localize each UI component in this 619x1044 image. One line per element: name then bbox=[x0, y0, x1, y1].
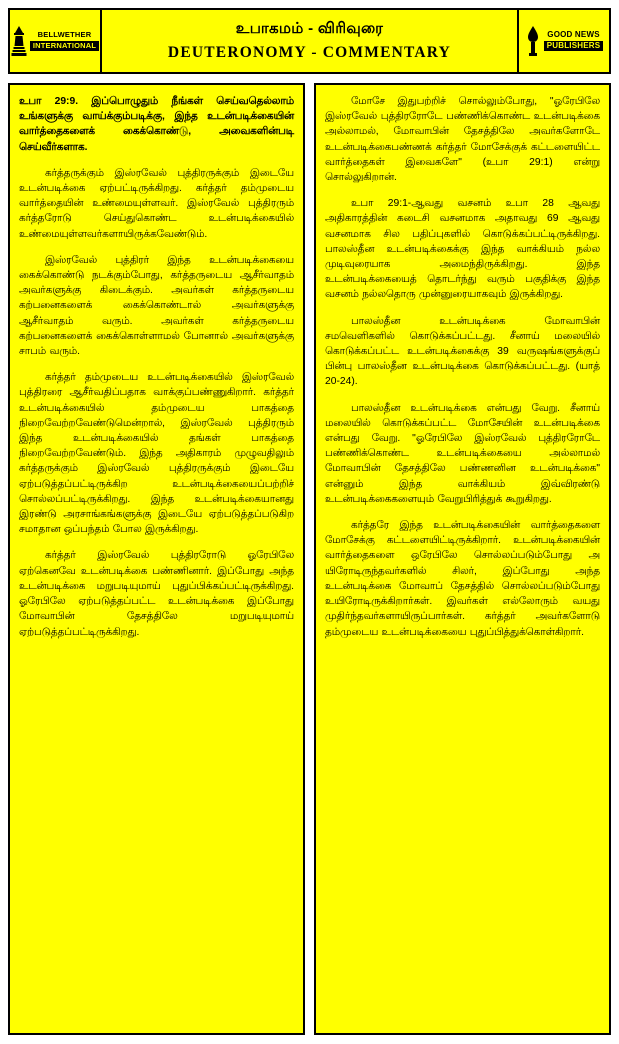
title-tamil: உபாகமம் - விரிவுரை bbox=[235, 20, 384, 37]
paragraph: பாலஸ்தீன உடன்படிக்கை மோவாபின் சமவெளிகளில் கொடுக்கப்பட்டது. சீனாய் மலையில் கொடுக்கப்பட்ட உடன்படிக்கைக்கு 39 வருஷங்களுக்குப் பின்பு பாலஸ்தீன உடன்படிக்கை கொடுக்கப்பட்டது. (யாத் 20-24). bbox=[325, 315, 600, 388]
paragraph: கர்த்தர் இஸ்ரவேல் புத்திரரோடு ஓரேபிலே ஏற்கெனவே உடன்படிக்கை பண்ணினார். இப்போது அந்த உடன்படிக்கை மறுபடியுமாய் புதுப்பிக்கப்பட்டிருக்கிறது. ஓரேபிலே ஏற்படுத்தப்பட்ட உடன்படிக்கை இப்போது மோவாபின் தேசத்திலே மறுபடியுமாய் ஏற்படுத்தப்பட்டிருக்கிறது. bbox=[19, 550, 294, 638]
title-english: DEUTERONOMY - COMMENTARY bbox=[167, 44, 452, 61]
paragraph: கர்த்தருக்கும் இஸ்ரவேல் புத்திரருக்கும் இடையே உடன்படிக்கை ஏற்பட்டிருக்கிறது. கர்த்தர் தம்முடைய வார்த்தையின் உண்மையுள்ளவர். இஸ்ரவேல் புத்திரரும் கர்த்தரோடு செய்துகொண்ட உடன்படிக்கையில் உண்மையுள்ளவர்களாயிருக்கவேண்டும். bbox=[19, 167, 294, 240]
bellwether-international-logo bbox=[10, 10, 102, 72]
paragraph: உபா 29:1-ஆவது வசனம் உபா 28 ஆவது அதிகாரத்தின் கடைசி வசனமாக அதாவது 69 ஆவது வசனமாக சில பதிப்புகளில் கொடுக்கப்பட்டிருக்கிறது. பாலஸ்தீன உடன்படிக்கைக்கு இந்த வாக்கியம் நல்ல முடிவுரையாக அமைந்திருக்கிறது. இந்த உடன்படிக்கையைத் தொடர்ந்து வரும் பகுதிக்கு இந்த வசனம் நல்லதொரு முன்னுரையாகவும் இருக்கிறது. bbox=[325, 198, 600, 301]
gnp-line1: GOOD NEWS bbox=[547, 29, 600, 39]
paragraph: மோசே இதுபற்றிச் சொல்லும்போது, "ஓரேபிலே இஸ்ரவேல் புத்திரரோடே பண்ணிக்கொண்ட உடன்படிக்கை அல்லாமல், மோவாபின் தேசத்திலே அவர்களோடே உடன்படிக்கைபண்ணக் கர்த்தர் மோசேக்குக் கட்டளையிட்ட வார்த்தைகள் இவைகளே" (உபா 29:1) என்று சொல்லுகிறான். bbox=[325, 96, 600, 184]
paragraph: இஸ்ரவேல் புத்திரர் இந்த உடன்படிக்கையை கைக்கொண்டு நடக்கும்போது, கர்த்தருடைய ஆசீர்வாதம் அவர்களுக்கு கிடைக்கும். அவர்கள் கர்த்தருடைய கற்பனைகளைக் கைக்கொண்டால் அவர்களுக்கு ஆசீர்வாதம் வரும். அவர்கள் கர்த்தருடைய கற்பனைகளைக் கைக்கொள்ளாமல் போனால் அவர்களுக்கு சாபம் வரும். bbox=[19, 254, 294, 358]
paragraph: உபா 29:9. இப்பொழுதும் நீங்கள் செய்வதெல்லாம் உங்களுக்கு வாய்க்கும்படிக்கு, இந்த உடன்படிக்கையின் வார்த்தைகளைக் கைக்கொண்டு, அவைகளின்படி செய்வீர்களாக. bbox=[19, 96, 294, 153]
gnp-line2: PUBLISHERS bbox=[544, 41, 604, 51]
document-body bbox=[8, 83, 611, 1035]
document-title-block bbox=[102, 10, 517, 72]
right-text-column bbox=[314, 83, 611, 1035]
good-news-publishers-logo bbox=[517, 10, 609, 72]
torch-icon bbox=[525, 26, 541, 56]
bellwether-line2: INTERNATIONAL bbox=[30, 41, 99, 51]
bellwether-line1: BELLWETHER bbox=[37, 30, 92, 40]
document-header bbox=[8, 8, 611, 74]
paragraph: கர்த்தர் தம்முடைய உடன்படிக்கையில் இஸ்ரவேல் புத்திரரை ஆசீர்வதிப்பதாக வாக்குப்பண்ணுகிறார். கர்த்தர் உடன்படிக்கையில் தம்முடைய பாகத்தை நிறைவேற்றவேண்டுமென்றால், இஸ்ரவேல் புத்திரரும் இந்த உடன்படிக்கையில் தங்கள் பாகத்தை நிறைவேற்றவேண்டும். இந்த அதிகாரம் முழுவதிலும் கர்த்தருக்கும் இஸ்ரவேல் புத்திரருக்கும் இடையே ஏற்படுத்தப்பட்டிருக்கிற உடன்படிக்கையைப்பற்றிச் சொல்லப்பட்டிருக்கிறது. இந்த உடன்படிக்கையானது இரண்டு அரசாங்கங்களுக்கு இடையே ஏற்படுத்தப்படுகிற சமாதான ஒப்பந்தம் போல இருக்கிறது. bbox=[19, 372, 294, 536]
left-text-column bbox=[8, 83, 305, 1035]
bell-tower-icon bbox=[11, 26, 27, 56]
paragraph: பாலஸ்தீன உடன்படிக்கை என்பது வேறு. சீனாய் மலையில் கொடுக்கப்பட்ட மோசேயின் உடன்படிக்கை என்பது வேறு. "ஓரேபிலே இஸ்ரவேல் புத்திரரோடே பண்ணிக்கொண்ட உடன்படிக்கையை அல்லாமல் மோவாபின் தேசத்திலே பண்ணனின உடன்படிக்கை" என்னும் இந்த வாக்கியம் இவ்விரண்டு உடன்படிக்கைகளையும் வேறுபிரித்துக் கூறுகிறது. bbox=[325, 402, 600, 505]
paragraph: கர்த்தரே இந்த உடன்படிக்கையின் வார்த்தைகளை மோசேக்கு கட்டளையிட்டிருக்கிறார். உடன்படிக்கையின் வார்த்தைகளை ஒரேபிலே சொல்லப்படும்போது அ யிரோடிருந்தவர்களில் சிலர், இப்போது அந்த உடன்படிக்கை மோவாப் தேசத்தில் சொல்லப்படும்போது உயிரோடிருக்கிறார்கள். இவர்கள் எல்லோரும் வயது முதிர்ந்தவர்களாயிருப்பார்கள். கர்த்தர் அவர்களோடு தம்முடைய உடன்படிக்கையை புதுப்பித்துக்கொள்கிறார். bbox=[325, 520, 600, 638]
